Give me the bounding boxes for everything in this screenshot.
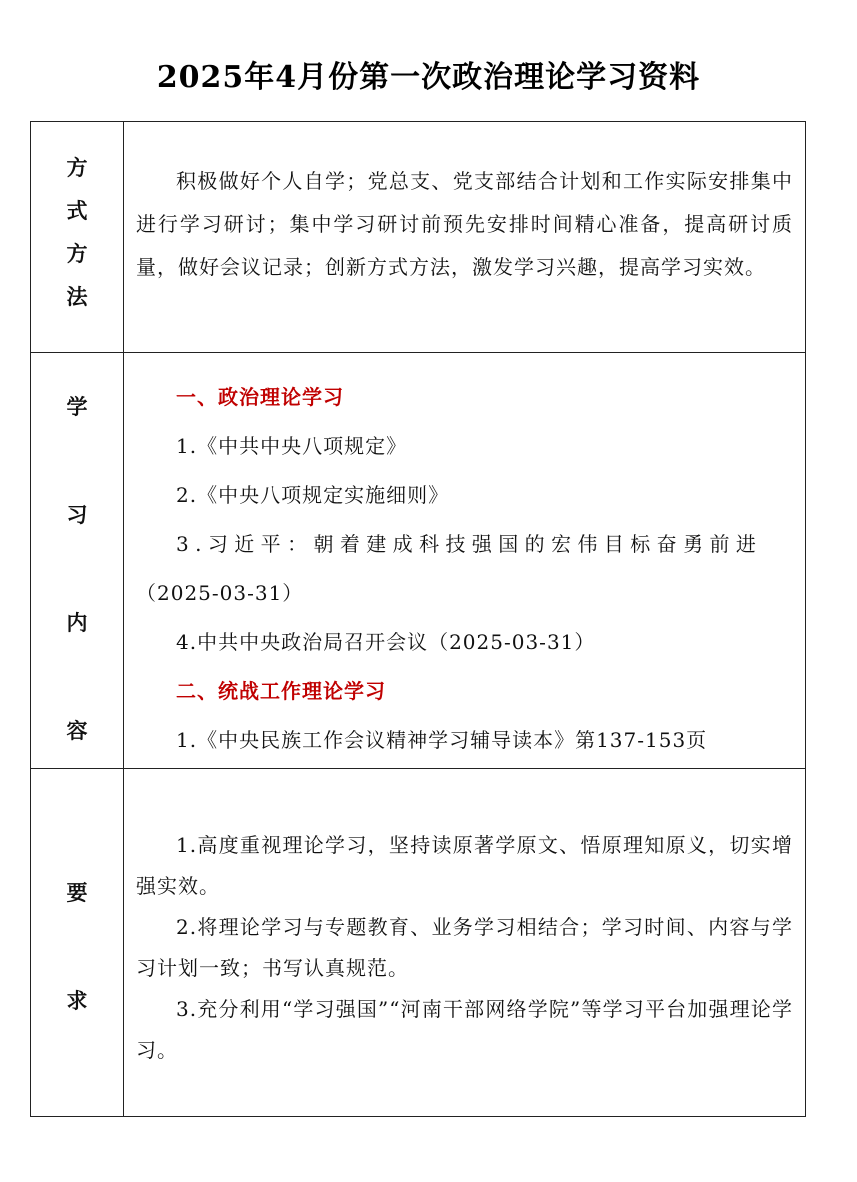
content-cell-requirements — [124, 769, 806, 1117]
vertical-label-method: 方 式 方 法 — [66, 155, 88, 309]
heading-united-front-theory: 二、统战工作理论学习 — [176, 679, 386, 703]
content-cell-method — [124, 122, 806, 353]
list-item: 1.《中央民族工作会议精神学习辅导读本》第137-153页 — [176, 728, 708, 752]
content-cell-content — [124, 353, 806, 769]
list-item: 4.中共中央政治局召开会议（2025-03-31） — [176, 630, 596, 654]
vertical-label-content: 学 习 内 容 — [66, 394, 88, 743]
list-item: 3.习近平：朝着建成科技强国的宏伟目标奋勇前进 — [176, 532, 763, 556]
table-row-requirements — [31, 769, 806, 1117]
label-cell-requirements — [31, 769, 124, 1117]
label-cell-content — [31, 353, 124, 769]
table-row-content — [31, 353, 806, 769]
label-cell-method — [31, 122, 124, 353]
table-row-method — [31, 122, 806, 353]
requirement-item: 3.充分利用“学习强国”“河南干部网络学院”等学习平台加强理论学习。 — [136, 997, 793, 1062]
study-table — [30, 121, 806, 1117]
heading-political-theory: 一、政治理论学习 — [176, 385, 344, 409]
method-paragraph: 积极做好个人自学；党总支、党支部结合计划和工作实际安排集中进行学习研讨；集中学习研讨前预先安排时间精心准备，提高研讨质量，做好会议记录；创新方式方法，激发学习兴趣，提高学习实效。 — [136, 169, 793, 279]
requirement-item: 1.高度重视理论学习，坚持读原著学原文、悟原理知原义，切实增强实效。 — [136, 833, 793, 898]
requirement-item: 2.将理论学习与专题教育、业务学习相结合；学习时间、内容与学习计划一致；书写认真规范。 — [136, 915, 793, 980]
page-title: 2025年4月份第一次政治理论学习资料 — [156, 60, 701, 95]
list-item: 1.《中共中央八项规定》 — [176, 434, 408, 458]
list-item-continuation: （2025-03-31） — [136, 581, 304, 605]
vertical-label-requirements: 要 求 — [66, 880, 88, 1013]
list-item: 2.《中央八项规定实施细则》 — [176, 483, 450, 507]
